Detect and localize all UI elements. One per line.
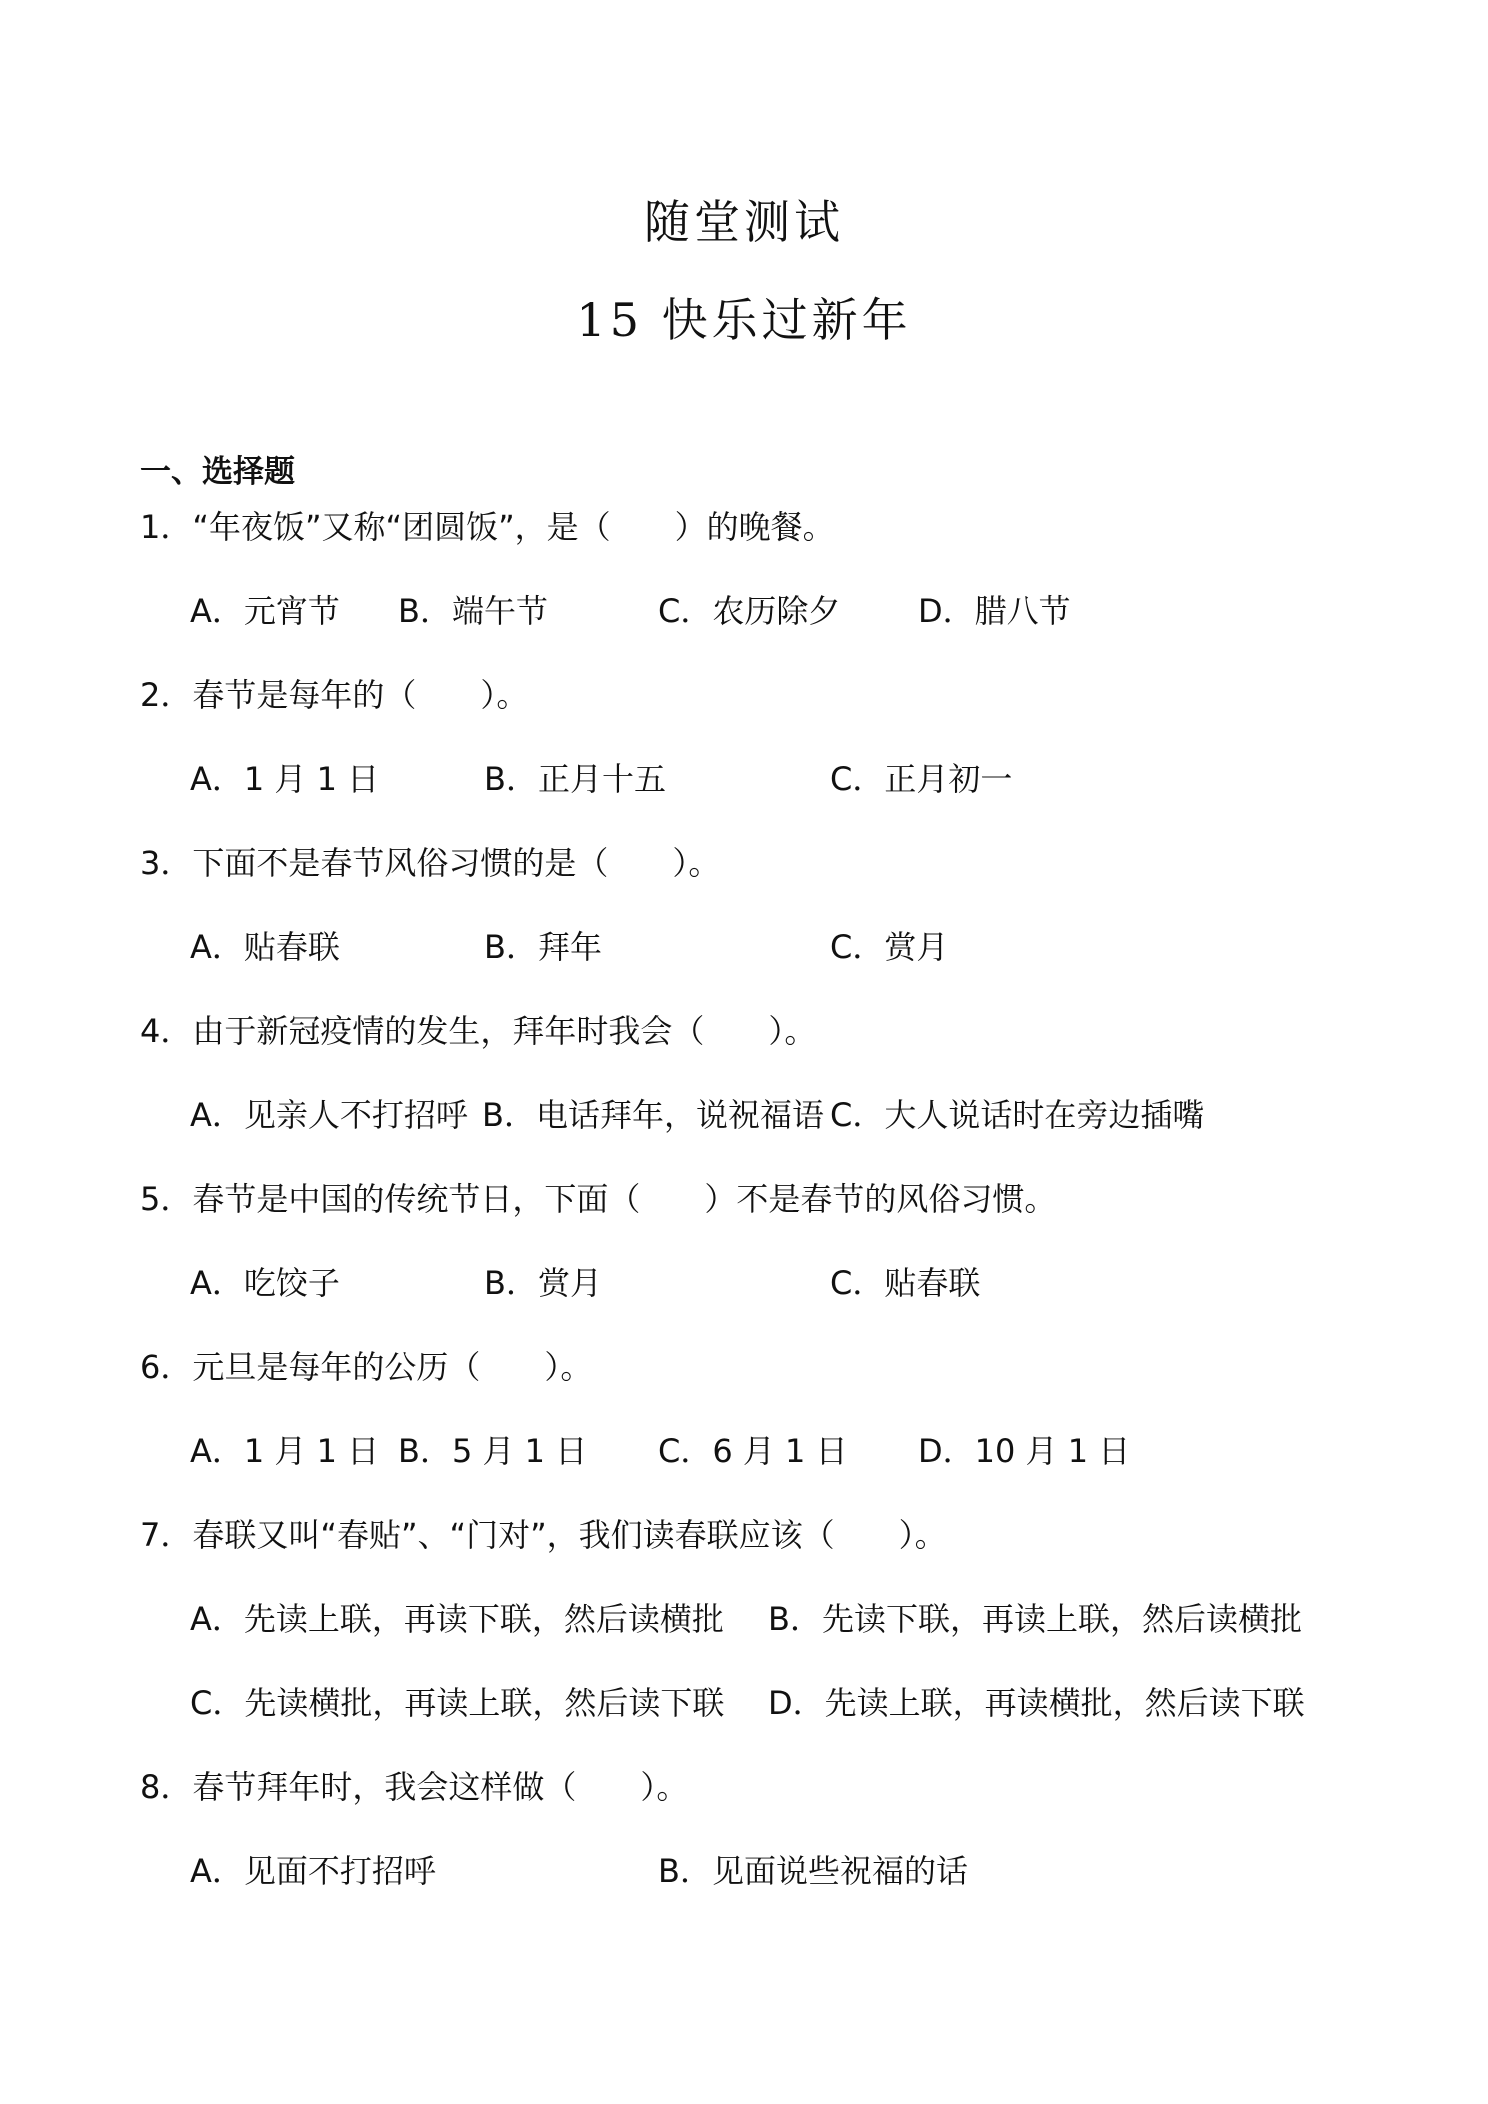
option-d: D．10 月 1 日 — [918, 1432, 1131, 1470]
option-d: D．腊八节 — [918, 592, 1071, 630]
option-a: A．见亲人不打招呼 — [190, 1096, 468, 1134]
option-c: C．大人说话时在旁边插嘴 — [830, 1096, 1205, 1134]
option-a: A．见面不打招呼 — [190, 1852, 436, 1890]
question-stem: 2．春节是每年的（ ）。 — [140, 676, 529, 714]
question-stem: 3．下面不是春节风俗习惯的是（ ）。 — [140, 844, 721, 882]
option-a: A．先读上联，再读下联，然后读横批 — [190, 1600, 724, 1638]
option-c: C．贴春联 — [830, 1264, 981, 1302]
question-stem: 1．“年夜饭”又称“团圆饭”，是（ ）的晚餐。 — [140, 508, 835, 546]
option-a: A．贴春联 — [190, 928, 340, 966]
option-c: C．6 月 1 日 — [658, 1432, 848, 1470]
option-c: C．农历除夕 — [658, 592, 841, 630]
option-b: B．先读下联，再读上联，然后读横批 — [768, 1600, 1302, 1638]
question-stem: 5．春节是中国的传统节日，下面（ ）不是春节的风俗习惯。 — [140, 1180, 1057, 1218]
option-b: B．正月十五 — [484, 760, 666, 798]
option-b: B．见面说些祝福的话 — [658, 1852, 968, 1890]
option-c: C．先读横批，再读上联，然后读下联 — [190, 1684, 725, 1722]
option-c: C．赏月 — [830, 928, 949, 966]
page-title: 随堂测试 — [644, 195, 844, 249]
option-b: B．端午节 — [398, 592, 548, 630]
option-b: B．5 月 1 日 — [398, 1432, 588, 1470]
section-heading: 一、选择题 — [140, 454, 295, 490]
question-stem: 8．春节拜年时，我会这样做（ ）。 — [140, 1768, 689, 1806]
option-d: D．先读上联，再读横批，然后读下联 — [768, 1684, 1305, 1722]
option-b: B．赏月 — [484, 1264, 602, 1302]
option-a: A．元宵节 — [190, 592, 340, 630]
question-stem: 6．元旦是每年的公历（ ）。 — [140, 1348, 593, 1386]
page-subtitle: 15 快乐过新年 — [576, 293, 912, 347]
option-a: A．吃饺子 — [190, 1264, 340, 1302]
question-stem: 7．春联又叫“春贴”、“门对”，我们读春联应该（ ）。 — [140, 1516, 947, 1554]
option-c: C．正月初一 — [830, 760, 1013, 798]
option-b: B．电话拜年，说祝福语 — [482, 1096, 824, 1134]
option-b: B．拜年 — [484, 928, 602, 966]
question-stem: 4．由于新冠疫情的发生，拜年时我会（ ）。 — [140, 1012, 817, 1050]
option-a: A．1 月 1 日 — [190, 760, 380, 798]
option-a: A．1 月 1 日 — [190, 1432, 380, 1470]
